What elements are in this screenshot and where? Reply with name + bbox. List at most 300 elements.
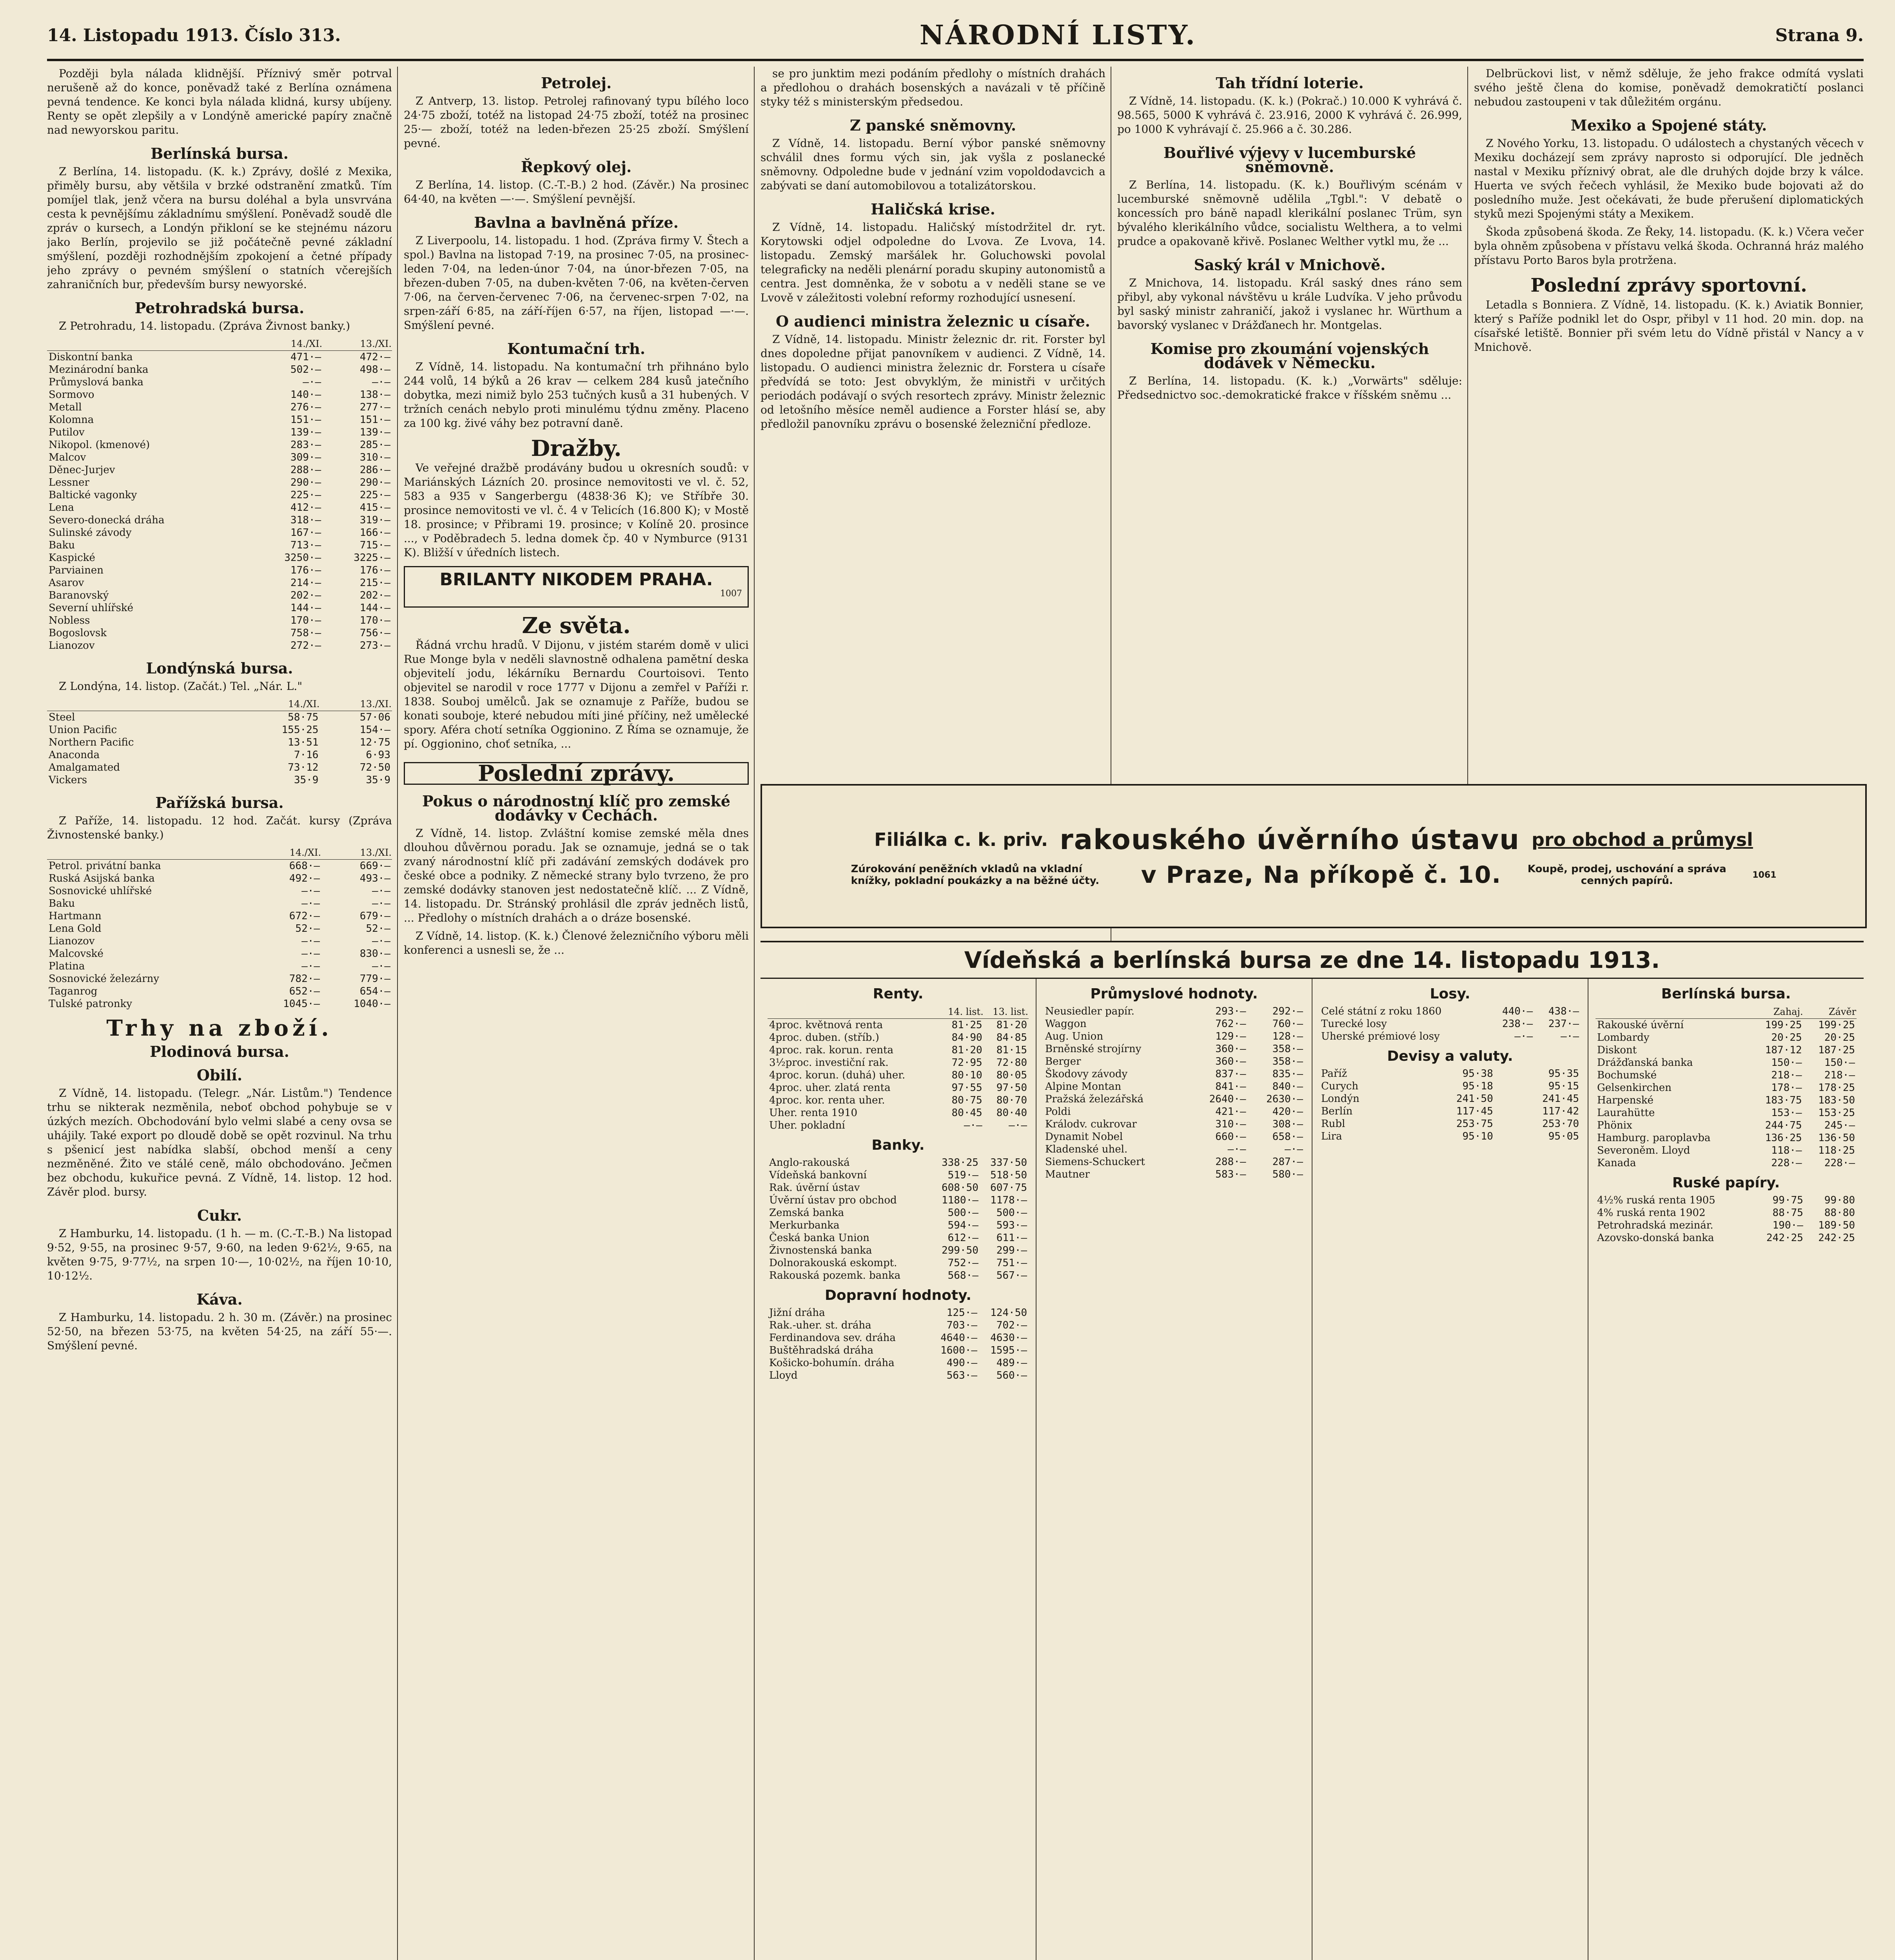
row-value: 310·— [359,452,390,463]
row-label: Rubl [1321,1118,1345,1130]
row-label: 4proc. rak. korun. renta [769,1044,893,1056]
column-header: Zahaj. [1750,1005,1803,1019]
advert-brillanty [404,566,749,608]
section-heading: Ruské papíry. [1672,1175,1780,1191]
row-label: Anaconda [49,749,100,761]
row-value: 273·— [359,640,390,652]
row-value: 215·— [359,577,390,589]
row-value: 760·— [1272,1018,1303,1030]
row-value: 489·— [996,1357,1027,1369]
row-label: Nobless [49,615,90,626]
table-row [768,1244,1029,1257]
section-heading: Dražby. [531,436,622,461]
article-text: Řádná vrchu hradů. V Dijonu, v jistém starém domě v ulici Rue Monge byla v neděli slavnostně odhalena pamětní deska objevitelí jodu, lékárníku Bernardu Courtoisovi. Tento objevitel se narodil v roce 1777 v Dijonu a zemřel v Paříži r. 1838. Souboj umělců. Jak se oznamuje z Paříže, budou se konati souboje, které nebudou míti jiné příčiny, než umělecké spory. Aféra chotí setníka Oggionino. Z Říma se oznamuje, že pí. Oggionino, choť setníka, ... [404,639,749,750]
article-text: Z Mnichova, 14. listopadu. Král saský dnes ráno sem přibyl, aby vykonal návštěvu u krále Ludvíka. V jeho průvodu byl saský ministr zahraničí, jakož i vyslanec hr. Würthum a bavorský vyslanec v Drážďanech hr. Montgelas. [1117,276,1462,332]
column-header: Závěr [1804,1005,1857,1019]
row-label: Lira [1321,1131,1342,1142]
advert-text: Filiálka c. k. priv. [874,829,1048,850]
row-value: 840·— [1272,1081,1303,1093]
row-label: Kanada [1597,1157,1636,1169]
table-row [768,1181,1029,1194]
table-row [1044,1005,1305,1018]
row-value: 80·10 [951,1069,982,1081]
row-value: 88·80 [1824,1207,1855,1219]
table-row [1596,1082,1857,1094]
row-value: 290·— [359,477,390,488]
section-heading: Dopravní hodnoty. [825,1287,971,1303]
row-value: 241·45 [1542,1093,1579,1105]
row-value: 88·75 [1772,1207,1803,1219]
article-text: Z Petrohradu, 14. listopadu. (Zpráva Živnost banky.) [59,319,350,332]
masthead: NÁRODNÍ LISTY. [919,20,1196,51]
table-row [47,614,392,627]
row-value: 1178·— [990,1194,1027,1206]
table-body [768,1156,1029,1282]
advert-text: Zúrokování peněžních vkladů na vkladní knížky, pokladní poukázky a na běžné účty. [851,863,1100,887]
row-value: 756·— [359,627,390,639]
row-value: 594·— [948,1220,978,1231]
row-label: Sosnovické uhlířské [49,885,152,897]
row-value: 95·18 [1462,1080,1493,1092]
row-label: Severní uhlířské [49,602,134,614]
row-label: Hamburg. paroplavba [1597,1132,1711,1144]
row-value: 151·— [359,414,390,426]
table-row [768,1082,1029,1094]
row-value: 99·80 [1824,1194,1855,1206]
row-value: 218·— [1771,1069,1802,1081]
table-body [768,1307,1029,1382]
row-value: 412·— [290,502,321,514]
table-row [47,860,392,873]
row-label: Sormovo [49,389,94,401]
row-label: Londýn [1321,1093,1360,1105]
page-header [47,12,1864,61]
row-value: 95·38 [1462,1068,1493,1080]
article-text: Z Vídně, 14. listopadu. Berní výbor panské sněmovny schválil dnes formu vých sin, jak vyšla z poslanecké sněmovny. Odpoledne bude v jednání vzim vopoldodavcich a zabývati se daní automobilovou a totalizátorskou. [761,137,1105,192]
row-label: Diskontní banka [49,351,133,363]
row-value: —·— [1514,1031,1533,1042]
row-label: Kladenské uhel. [1045,1143,1128,1155]
row-value: 138·— [359,389,390,401]
row-value: 80·40 [996,1107,1027,1119]
table-row [47,539,392,552]
column-header: 13./XI. [321,846,392,860]
table-row [768,1056,1029,1069]
devizy-table [1320,1067,1581,1143]
section-heading: Tah třídní loterie. [1216,74,1364,92]
ruske-table [1596,1194,1857,1244]
row-value: 498·— [359,364,390,376]
row-label: Diskont [1597,1044,1637,1056]
table-header-row [47,697,392,711]
row-value: 245·— [1824,1120,1855,1131]
row-label: Siemens-Schuckert [1045,1156,1145,1168]
row-value: 237·— [1548,1018,1579,1030]
section-heading: Renty. [873,986,924,1002]
row-value: 124·50 [990,1307,1027,1319]
section-heading: Z panské sněmovny. [849,116,1016,134]
row-value: 272·— [290,640,321,652]
row-label: Malcov [49,452,86,463]
row-value: 658·— [1272,1131,1303,1143]
row-value: —·— [301,948,320,960]
row-label: Buštěhradská dráha [769,1345,874,1356]
row-value: 519·— [948,1169,978,1181]
row-value: 310·— [1215,1118,1246,1130]
table-row [768,1257,1029,1269]
row-value: 337·50 [990,1157,1027,1169]
table-row [47,711,392,724]
table-row [47,749,392,761]
row-label: Alpine Montan [1045,1081,1122,1093]
table-body [1596,1194,1857,1244]
row-label: Harpenské [1597,1094,1654,1106]
row-value: 608·50 [941,1182,978,1194]
table-row [1320,1080,1581,1093]
row-value: 128·— [1272,1031,1303,1042]
table-body [1320,1067,1581,1143]
row-value: 567·— [996,1270,1027,1281]
row-value: 715·— [359,539,390,551]
row-value: 187·12 [1765,1044,1802,1056]
row-value: 593·— [996,1220,1027,1231]
row-label: Steel [49,711,75,723]
table-row [1320,1005,1581,1018]
table-row [768,1194,1029,1207]
table-body [47,860,392,1011]
row-value: 238·— [1502,1018,1533,1030]
section-heading: Poslední zprávy. [404,762,749,785]
table-row [768,1019,1029,1032]
row-value: 199·25 [1818,1019,1855,1031]
row-label: Severoněm. Lloyd [1597,1145,1690,1156]
column-rule [397,67,398,1960]
row-value: 253·75 [1456,1118,1493,1130]
column-header [768,1005,939,1019]
row-value: 125·— [946,1307,978,1319]
section-heading: Cukr. [197,1207,242,1224]
table-row [1596,1232,1857,1244]
section-heading: Komise pro zkoumání vojenských dodávek v Německu. [1150,340,1429,372]
row-label: Asarov [49,577,84,589]
section-heading: Petrohradská bursa. [134,299,305,317]
table-row [47,947,392,960]
table-row [47,414,392,426]
doprava-table [768,1307,1029,1382]
article-text: Z Antverp, 13. listop. Petrolej rafinovaný typu bílého loco 24·75 zboží, totéž na listopad 24·75 zboží, totéž na prosinec 25·— zboží, totéž na leden-březen 25·25 zboží. Smýšlení pevné. [404,94,749,150]
section-heading: Losy. [1430,986,1470,1002]
table-body [1596,1019,1857,1170]
table-row [47,501,392,514]
table-row [47,736,392,749]
row-value: 762·— [1215,1018,1246,1030]
row-label: Mezinárodní banka [49,364,149,376]
table-header-row [1596,1005,1857,1019]
row-value: 81·15 [996,1044,1027,1056]
page-number: Strana 9. [1775,25,1864,45]
row-label: Lombardy [1597,1032,1650,1044]
table-row [47,985,392,998]
table-row [768,1332,1029,1344]
row-label: Uher. renta 1910 [769,1107,858,1119]
table-row [47,476,392,489]
row-value: —·— [372,960,390,972]
table-row [1596,1194,1857,1207]
section-heading: Bavlna a bavlněná příze. [474,214,679,231]
row-label: Petrol. privátní banka [49,860,161,872]
row-value: 490·— [946,1357,978,1369]
row-label: Lessner [49,477,89,488]
row-value: 309·— [290,452,321,463]
row-value: 13·51 [288,737,319,748]
row-value: 202·— [290,590,321,601]
row-value: 563·— [946,1370,978,1381]
section-heading: Saský král v Mnichově. [1194,256,1386,274]
row-label: Česká banka Union [769,1232,869,1244]
advert-text: pro obchod a průmysl [1532,829,1753,850]
table-row [1320,1105,1581,1118]
row-value: 782·— [289,973,320,985]
row-label: Pražská železářská [1045,1093,1144,1105]
table-row [47,872,392,885]
table-row [768,1069,1029,1082]
table-row [47,401,392,414]
row-value: 415·— [359,502,390,514]
stock-exchange-box [761,941,1864,1960]
row-value: 2630·— [1266,1093,1303,1105]
section-heading: Londýnská bursa. [146,659,293,677]
article-text: Z Vídně, 14. listop. (K. k.) Členové železničního výboru měli konferenci a usnesli se, že ... [404,929,749,956]
row-label: Berlín [1321,1105,1353,1117]
row-value: 611·— [996,1232,1027,1244]
row-value: —·— [303,376,321,388]
section-heading: Devisy a valuty. [1387,1048,1513,1064]
row-label: Drážďanská banka [1597,1057,1693,1069]
row-label: Lena [49,502,74,514]
row-value: 360·— [1215,1043,1246,1055]
table-row [1320,1093,1581,1105]
table-row [47,451,392,464]
row-value: 72·95 [951,1057,982,1069]
row-label: Sosnovické železárny [49,973,160,985]
table-row [47,526,392,539]
row-value: 358·— [1272,1043,1303,1055]
row-value: 20·25 [1771,1032,1802,1044]
row-label: Laurahütte [1597,1107,1655,1119]
row-label: Rak. úvěrní ústav [769,1182,860,1194]
section-heading: Berlínská bursa. [151,145,289,162]
table-row [47,514,392,526]
row-value: 652·— [289,985,320,997]
row-label: Poldi [1045,1106,1071,1118]
row-value: 440·— [1502,1005,1533,1017]
row-value: 81·25 [951,1019,982,1031]
table-body [1044,1005,1305,1181]
table-row [1596,1107,1857,1119]
column-header: 13./XI. [320,697,392,711]
stock-column [1036,979,1312,1960]
advert-address: v Praze, Na příkopě č. 10. [1141,861,1502,889]
row-value: 72·50 [359,762,390,773]
row-label: Gelsenkirchen [1597,1082,1672,1094]
row-label: Berger [1045,1056,1081,1067]
row-label: Aug. Union [1045,1031,1104,1042]
row-value: 202·— [359,590,390,601]
row-value: 7·16 [294,749,319,761]
row-value: 228·— [1771,1157,1802,1169]
berlin-table [1596,1005,1857,1169]
article-text: Z Vídně, 14. listopadu. Ministr železnic dr. rit. Forster byl dnes dopoledne přijat panovníkem v audienci. Z Vídně, 14. listopadu. O audienci ministra železnic dr. Forstera u císaře předvídá se toto: Jest obvyklým, že ministři v určitých periodách podávají o svých resortech zprávy. Ministr železnic od letošního měsíce neměl audience a Forster hlásí se, aby předložil panovníku zprávu o bosenské železniční předloze. [761,333,1105,430]
petrograd-quotes-table [47,337,392,652]
row-value: 35·9 [366,774,390,786]
table-row [47,973,392,985]
row-value: 57·06 [359,711,390,723]
row-label: 4½% ruská renta 1905 [1597,1194,1715,1206]
column-header: 13. list. [984,1005,1029,1019]
table-row [1320,1067,1581,1080]
row-value: 669·— [359,860,390,872]
row-value: 166·— [359,527,390,539]
row-value: 218·— [1824,1069,1855,1081]
row-value: 95·05 [1548,1131,1579,1142]
section-heading: Berlínská bursa. [1661,986,1791,1002]
row-label: Králodv. cukrovar [1045,1118,1137,1130]
article-text: Z Vídně, 14. listopadu. (K. k.) (Pokrač.) 10.000 K vyhrává č. 98.565, 5000 K vyhrává č. 23.916, 2000 K vyhrává č. 26.999, po 1000 K vyhrávají č. 25.966 a č. 30.286. [1117,94,1462,136]
row-label: Rakouská pozemk. banka [769,1270,901,1281]
row-value: 560·— [996,1370,1027,1381]
row-value: 95·15 [1548,1080,1579,1092]
row-label: 4proc. květnová renta [769,1019,883,1031]
row-value: 713·— [290,539,321,551]
row-value: 118·25 [1818,1145,1855,1156]
row-value: —·— [372,885,390,897]
row-label: Turecké losy [1321,1018,1387,1030]
row-value: —·— [372,935,390,947]
row-label: Průmyslová banka [49,376,143,388]
table-body [768,1019,1029,1132]
article-text: Z Vídně, 14. listop. Zvláštní komise zemské měla dnes dlouhou důvěrnou poradu. Jak se oznamuje, jedná se o tak zvaný národnostní klíč při zadávání zemských dodávek pro české obce a podniky. Z německé strany bylo tvrzeno, že pro zemské dodávky stanoven jest nedostatečně klíč. ... Z Vídně, 14. listopadu. Dr. Stránský prohlásil dle zpráv jedněch listů, ... Předlohy o místních drahách a o dráze bosenské. [404,827,749,924]
row-label: Bogoslovsk [49,627,107,639]
row-value: 292·— [1272,1005,1303,1017]
article-text: Z Hamburku, 14. listopadu. (1 h. — m. (C.-T.-B.) Na listopad 9·52, 9·55, na prosinec 9·57, 9·60, na leden 9·62½, 9·65, na květen 9·75, 9·77½, na srpen 10·—, 10·02½, na říjen 10·10, 10·12½. [47,1227,392,1282]
article-text: Z Paříže, 14. listopadu. 12 hod. Začát. kursy (Zpráva Živnostenské banky.) [47,814,392,841]
column-header [47,697,235,711]
row-label: Úvěrní ústav pro obchod [769,1194,897,1206]
table-row [47,922,392,935]
table-row [1596,1094,1857,1107]
row-label: Lloyd [769,1370,798,1381]
row-value: 288·— [290,464,321,476]
row-label: 4proc. kor. renta uher. [769,1094,885,1106]
row-value: 52·— [366,923,390,935]
section-heading: Banky. [871,1137,925,1153]
renty-table [768,1005,1029,1132]
stock-column [1312,979,1588,1960]
table-row [768,1232,1029,1244]
row-label: Northern Pacific [49,737,134,748]
section-heading: Ze světa. [522,613,631,639]
row-label: Košicko-bohumín. dráha [769,1357,895,1369]
row-value: 751·— [996,1257,1027,1269]
row-label: Lianozov [49,640,95,652]
row-value: 244·75 [1765,1120,1802,1131]
table-row [47,564,392,577]
row-value: 129·— [1215,1031,1246,1042]
row-label: Dolnorakouská eskompt. [769,1257,897,1269]
row-value: 150·— [1824,1057,1855,1069]
row-label: 4proc. duben. (stříb.) [769,1032,879,1044]
table-row [1596,1031,1857,1044]
table-row [768,1307,1029,1319]
issue-date: 14. Listopadu 1913. Číslo 313. [47,25,341,45]
row-value: 139·— [359,426,390,438]
section-heading: Trhy na zboží. [106,1015,333,1041]
row-value: 283·— [290,439,321,451]
row-value: 779·— [359,973,390,985]
article-text: Z Hamburku, 14. listopadu. 2 h. 30 m. (Závěr.) na prosinec 52·50, na březen 53·75, na květen 54·25, na září 55·—. Smýšlení pevné. [47,1311,392,1352]
row-value: 502·— [290,364,321,376]
article-text: Z Vídně, 14. listopadu. Haličský místodržitel dr. ryt. Korytowski odjel odpoledne do Lvova. Ze Lvova, 14. listopadu. Zemský maršálek hr. Goluchowski povolal telegraficky na neděli plenární poradu skupiny autonomistů a centra. Jest domněnka, že v sobotu a v neděli stane se ve Lvově v záležitosti volební reformy rozhodující usnesení. [761,221,1105,304]
table-row [1044,1055,1305,1068]
section-heading: Mexiko a Spojené státy. [1570,116,1767,134]
row-value: 170·— [359,615,390,626]
article-text: Z Vídně, 14. listopadu. (Telegr. „Nár. Listům.") Tendence trhu se nikterak nezměnila, neboť obchod pohybuje se v úzkých mezích. Obchodování bylo velmi slabé a ceny ovsa se uhájily. Také export po dloudě době se opět rozvinul. Na trhu s pšenicí jest nabídka slabší, obchod menší a ceny nezměněné. Žito ve stálé ceně, málo obchodováno. Ječmen bez obchodu, kukuřice pevná. Z Vídně, 14. listop. 12 hod. Závěr plod. bursy. [47,1087,392,1198]
row-label: 4% ruská renta 1902 [1597,1207,1706,1219]
row-label: Parviainen [49,564,103,576]
table-row [1044,1168,1305,1181]
row-value: 471·— [290,351,321,363]
row-label: Baltické vagonky [49,489,137,501]
table-row [1044,1043,1305,1055]
row-value: 151·— [290,414,321,426]
banky-table [768,1156,1029,1282]
row-label: Baku [49,898,75,909]
article-text: Z Berlína, 14. listopadu. (K. k.) „Vorwärts" sděluje: Předsednictvo soc.-demokratické frakce v říšském sněmu ... [1117,374,1462,401]
article-text: Z Liverpoolu, 14. listopadu. 1 hod. (Zpráva firmy V. Štech a spol.) Bavlna na listopad 7·19, na prosinec 7·05, na prosinec-leden 7·04, na leden-únor 7·04, na únor-březen 7·05, na březen-duben 7·05, na duben-květen 7·06, na květen-červen 7·06, na červen-červenec 7·06, na červenec-srpen 7·02, na srpen-září 6·85, na září-říjen 6·57, na říjen, listopad —·—. Smýšlení pevné. [404,234,749,332]
london-quotes-table [47,697,392,786]
row-label: Baranovský [49,590,109,601]
row-value: 225·— [290,489,321,501]
article-text: Z Vídně, 14. listopadu. Na kontumační trh přihnáno bylo 244 volů, 14 býků a 26 krav — celkem 284 kusů jatečního dobytka, mezi nimiž bylo 253 tučných kusů a 31 hubených. V tržních cenách nebylo proti minulému týdnu změny. Placeno za 100 kg. živé váhy bez potravní daně. [404,360,749,430]
row-value: 176·— [290,564,321,576]
row-value: 752·— [948,1257,978,1269]
table-row [47,935,392,947]
table-row [47,464,392,476]
section-heading: O audienci ministra železnic u císaře. [776,312,1090,330]
article-text: Delbrückovi list, v němž sděluje, že jeho frakce odmítá vyslati svého ještě člena do komise, poněvadž demokratičtí poslanci nebudou zastoupeni v tak důležitém orgánu. [1474,67,1864,108]
row-value: 228·— [1824,1157,1855,1169]
row-label: Kolomna [49,414,94,426]
row-value: 253·70 [1542,1118,1579,1130]
article-text: se pro junktim mezi podáním předlohy o místních drahách a předlohou o drahách bosenských a navázali v tě příčině styky též s ministerským předsedou. [761,67,1105,108]
table-row [47,351,392,364]
row-value: 241·50 [1456,1093,1493,1105]
table-row [768,1119,1029,1132]
row-value: 4630·— [990,1332,1027,1344]
row-label: Tulské patronky [49,998,133,1010]
row-value: 140·— [290,389,321,401]
row-label: Waggon [1045,1018,1087,1030]
row-label: Vídeňská bankovní [769,1169,867,1181]
row-value: 3225·— [354,552,390,564]
table-row [47,627,392,639]
advert-filialka [761,784,1867,928]
row-value: —·— [1285,1143,1303,1155]
losy-table [1320,1005,1581,1043]
row-value: 612·— [948,1232,978,1244]
table-row [1044,1118,1305,1131]
column-header: 14./XI. [253,337,323,351]
